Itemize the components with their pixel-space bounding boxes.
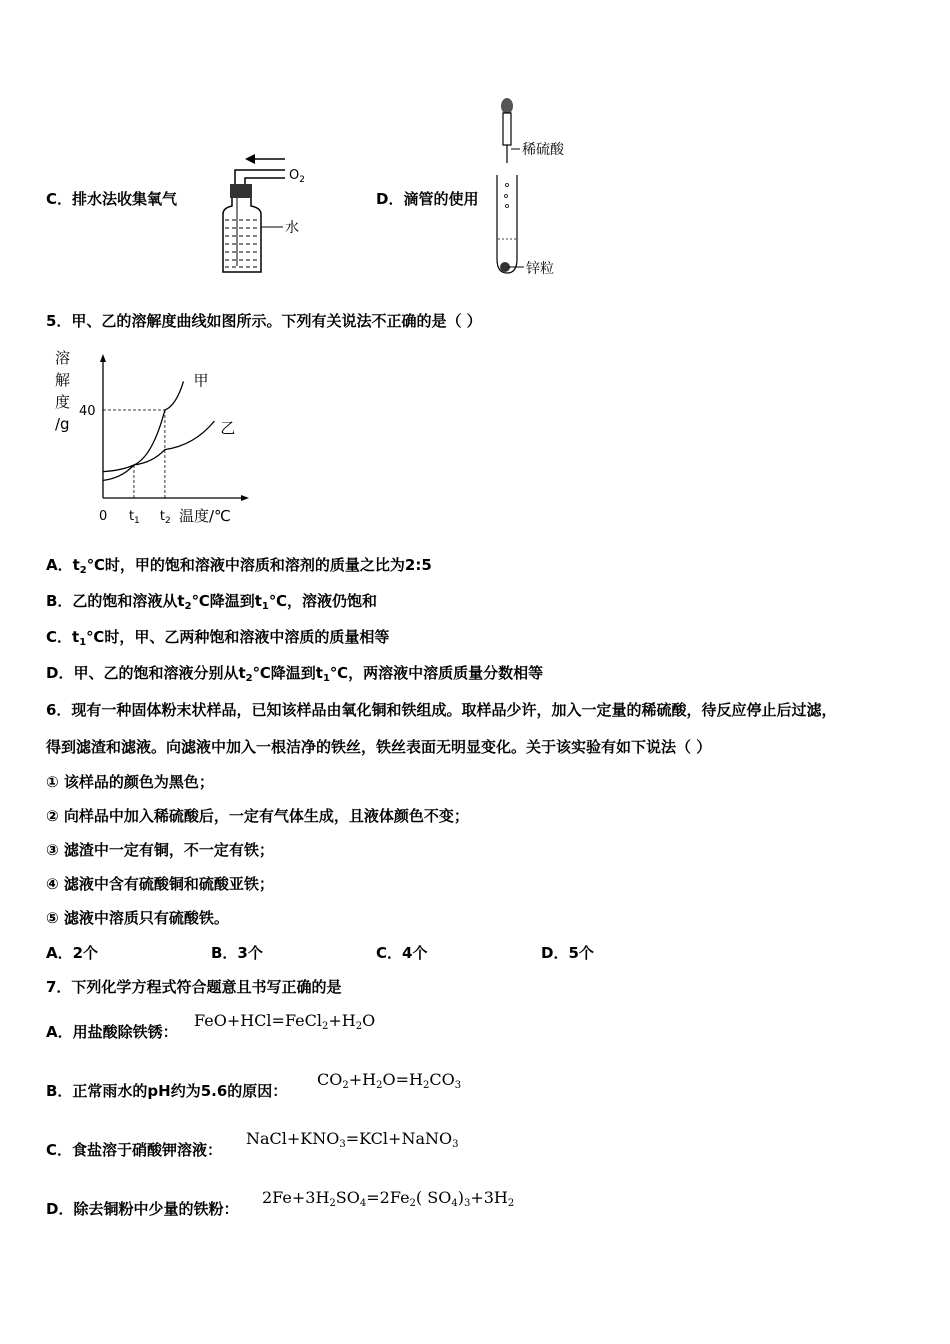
q5-option-a: A．$t_2℃$时，甲的饱和溶液中溶质和溶剂的质量之比为2:5 bbox=[46, 556, 432, 576]
q4-option-c: C．排水法收集氧气 bbox=[46, 190, 178, 208]
water-lines bbox=[225, 220, 259, 267]
q7-option-a-label: A．用盐酸除铁锈： bbox=[46, 1023, 178, 1041]
q6-statement-1: ① 该样品的颜色为黑色； bbox=[46, 773, 214, 791]
acid-label: 稀硫酸 bbox=[522, 142, 564, 158]
dropper-bulb bbox=[501, 98, 513, 114]
q7-option-b-equation: $CO_2+H_2O=H_2CO_3$ bbox=[317, 1070, 462, 1091]
x-tick-label: $t_1$ bbox=[128, 509, 140, 526]
zinc-label: 锌粒 bbox=[526, 261, 554, 277]
origin-label: 0 bbox=[99, 509, 108, 524]
bottle bbox=[223, 198, 261, 272]
dropper-figure bbox=[488, 97, 588, 282]
flow-arrow-head bbox=[245, 154, 255, 164]
y-axis-label-char: 溶 bbox=[55, 349, 71, 367]
series-jia-line bbox=[103, 381, 183, 480]
y-axis-label-char: 度 bbox=[55, 393, 71, 411]
x-tick-label: $t_2$ bbox=[159, 509, 171, 526]
q6-choice-d: D．5个 bbox=[541, 944, 594, 962]
q7-stem: 7．下列化学方程式符合题意且书写正确的是 bbox=[46, 978, 342, 996]
series-jia-label: 甲 bbox=[193, 371, 209, 390]
solubility-chart bbox=[40, 345, 260, 530]
gas-collection-figure bbox=[205, 148, 315, 278]
y-tick-label: 40 bbox=[79, 404, 96, 419]
x-axis-label: 温度/℃ bbox=[179, 507, 231, 525]
q6-choice-a: A．2个 bbox=[46, 944, 99, 962]
q7-option-d-label: D．除去铜粉中少量的铁粉： bbox=[46, 1200, 239, 1218]
q6-stem-line1: 6．现有一种固体粉末状样品，已知该样品由氧化铜和铁组成。取样品少许，加入一定量的稀硫酸，待反应停止后过滤， bbox=[46, 701, 837, 719]
y-axis-label-char: 解 bbox=[55, 371, 71, 389]
q6-statement-3: ③ 滤渣中一定有铜，不一定有铁； bbox=[46, 841, 274, 859]
q7-option-c-equation: $NaCl+KNO_3=KCl+NaNO_3$ bbox=[246, 1129, 459, 1150]
test-tube bbox=[497, 175, 517, 273]
q6-statement-5: ⑤ 滤液中溶质只有硫酸铁。 bbox=[46, 909, 229, 927]
q6-statement-4: ④ 滤液中含有硫酸铜和硫酸亚铁； bbox=[46, 875, 274, 893]
q6-choice-b: B．3个 bbox=[211, 944, 263, 962]
q5-option-d: D．甲、乙的饱和溶液分别从$t_2℃$降温到$t_1℃$，两溶液中溶质质量分数相等 bbox=[46, 664, 544, 684]
gas-label: $O_2$ bbox=[289, 168, 305, 185]
q4-option-d: D．滴管的使用 bbox=[376, 190, 479, 208]
y-axis-label-char: /g bbox=[55, 415, 70, 433]
stopper bbox=[230, 184, 252, 198]
q6-statement-2: ② 向样品中加入稀硫酸后，一定有气体生成，且液体颜色不变； bbox=[46, 807, 469, 825]
q5-option-c: C．$t_1℃$时，甲、乙两种饱和溶液中溶质的质量相等 bbox=[46, 628, 390, 648]
y-axis-arrow bbox=[100, 354, 106, 362]
q5-option-b: B．乙的饱和溶液从$t_2℃$降温到$t_1℃$，溶液仍饱和 bbox=[46, 592, 378, 612]
dropper-body bbox=[503, 113, 511, 145]
q7-option-b-label: B．正常雨水的pH约为5.6的原因： bbox=[46, 1082, 288, 1100]
q7-option-d-equation: $2Fe+3H_2SO_4=2Fe_2$( $SO_4)_3+3H_2$ bbox=[262, 1188, 515, 1209]
q6-choice-c: C．4个 bbox=[376, 944, 428, 962]
q7-option-a-equation: $FeO+HCl=FeCl_2+H_2O$ bbox=[194, 1011, 376, 1032]
series-yi-label: 乙 bbox=[220, 419, 236, 437]
x-axis-arrow bbox=[241, 495, 249, 501]
water-label: 水 bbox=[285, 220, 299, 236]
q6-stem-line2: 得到滤渣和滤液。向滤液中加入一根洁净的铁丝，铁丝表面无明显变化。关于该实验有如下说法（ ） bbox=[46, 738, 712, 756]
q5-stem: 5．甲、乙的溶解度曲线如图所示。下列有关说法不正确的是（ ） bbox=[46, 312, 482, 330]
q7-option-c-label: C．食盐溶于硝酸钾溶液： bbox=[46, 1141, 223, 1159]
